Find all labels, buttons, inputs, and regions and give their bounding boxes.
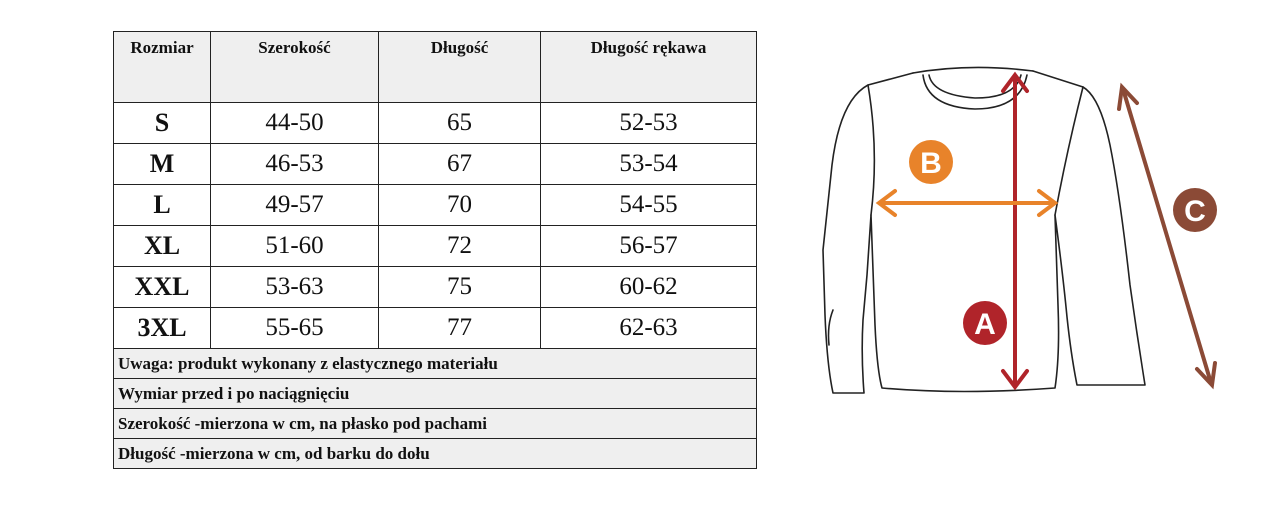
header-row	[114, 32, 757, 103]
long-sleeve-shirt-icon	[815, 55, 1235, 400]
header-sleeve: Długość rękawa	[541, 32, 757, 103]
sleeve-cell: 56-57	[541, 226, 757, 267]
sleeve-cell: 54-55	[541, 185, 757, 226]
note-row	[114, 409, 757, 439]
label-a: A	[974, 308, 996, 341]
size-chart-table	[113, 31, 757, 469]
sleeve-arrow-c	[1119, 87, 1215, 385]
sleeve-cell: 60-62	[541, 267, 757, 308]
length-cell: 75	[379, 267, 541, 308]
width-cell: 44-50	[211, 103, 379, 144]
width-cell: 46-53	[211, 144, 379, 185]
size-cell: XXL	[114, 267, 211, 308]
width-cell: 55-65	[211, 308, 379, 349]
width-arrow-b	[879, 191, 1055, 215]
sleeve-cell: 52-53	[541, 103, 757, 144]
header-size: Rozmiar	[114, 32, 211, 103]
sleeve-cell: 53-54	[541, 144, 757, 185]
table-row	[114, 226, 757, 267]
header-width: Szerokość	[211, 32, 379, 103]
length-cell: 65	[379, 103, 541, 144]
note-row	[114, 439, 757, 469]
note-width: Szerokość -mierzona w cm, na płasko pod pachami	[114, 409, 757, 439]
table-row	[114, 185, 757, 226]
width-cell: 49-57	[211, 185, 379, 226]
note-row	[114, 349, 757, 379]
label-b: B	[920, 147, 942, 180]
size-cell: 3XL	[114, 308, 211, 349]
size-cell: XL	[114, 226, 211, 267]
table-row	[114, 103, 757, 144]
size-cell: S	[114, 103, 211, 144]
width-cell: 53-63	[211, 267, 379, 308]
note-length: Długość -mierzona w cm, od barku do dołu	[114, 439, 757, 469]
length-cell: 70	[379, 185, 541, 226]
label-c: C	[1184, 195, 1206, 228]
size-cell: L	[114, 185, 211, 226]
length-cell: 67	[379, 144, 541, 185]
note-stretch: Wymiar przed i po naciągnięciu	[114, 379, 757, 409]
table-row	[114, 308, 757, 349]
sleeve-cell: 62-63	[541, 308, 757, 349]
length-arrow-a	[1003, 75, 1027, 387]
header-length: Długość	[379, 32, 541, 103]
width-cell: 51-60	[211, 226, 379, 267]
length-cell: 72	[379, 226, 541, 267]
table-row	[114, 144, 757, 185]
note-elastic: Uwaga: produkt wykonany z elastycznego materiału	[114, 349, 757, 379]
length-cell: 77	[379, 308, 541, 349]
size-cell: M	[114, 144, 211, 185]
note-row	[114, 379, 757, 409]
table-row	[114, 267, 757, 308]
